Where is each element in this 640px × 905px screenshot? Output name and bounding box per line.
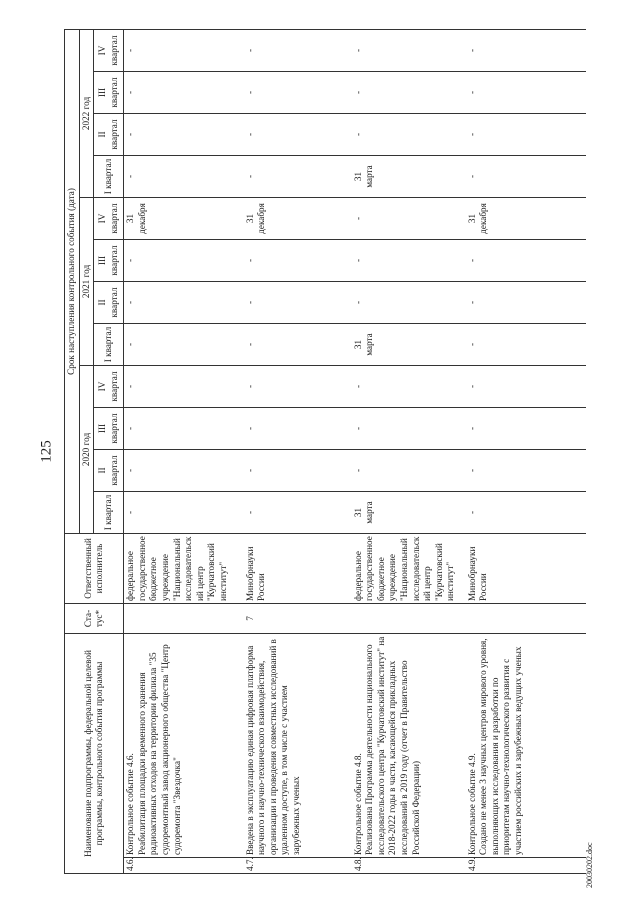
footer-file-code: 20030202.doc	[585, 842, 594, 888]
year-header: 2022 год	[79, 29, 94, 197]
deadline-cell: 31 декабря	[124, 197, 244, 239]
deadline-cell: -	[244, 449, 352, 491]
deadline-cell: -	[466, 29, 586, 71]
event-name: Контрольное событие 4.8. Реализована Программа деятельности национального исследовательского центра "Курчатовский институт" на 2018-2022 годы в части, касающейся прикладных исследований в 2019 году (отчет в Правительство Российской Федерации)	[352, 633, 466, 857]
header-executor: Ответственный исполнитель	[65, 533, 124, 603]
deadline-cell: -	[124, 239, 244, 281]
event-status	[124, 603, 244, 633]
event-executor: Минобрнауки России	[244, 533, 352, 603]
quarter-header: II квартал	[94, 281, 124, 323]
deadline-cell: -	[352, 71, 466, 113]
deadline-cell: -	[124, 407, 244, 449]
deadline-cell: -	[466, 449, 586, 491]
deadline-cell: 31 марта	[352, 491, 466, 533]
deadline-cell: -	[244, 29, 352, 71]
deadline-cell: -	[124, 281, 244, 323]
deadline-cell: -	[466, 365, 586, 407]
deadline-cell: -	[124, 449, 244, 491]
deadline-cell: -	[352, 29, 466, 71]
deadline-cell: -	[352, 449, 466, 491]
header-deadline: Срок наступления контрольного события (дата)	[65, 29, 80, 533]
control-events-table	[64, 29, 586, 874]
deadline-cell: -	[352, 197, 466, 239]
deadline-cell: -	[244, 365, 352, 407]
event-status: 7	[244, 603, 352, 633]
quarter-header: IV квартал	[94, 197, 124, 239]
deadline-cell: -	[352, 365, 466, 407]
deadline-cell: -	[466, 113, 586, 155]
deadline-cell: -	[244, 239, 352, 281]
event-status	[352, 603, 466, 633]
row-number: 4.8.	[352, 858, 466, 874]
deadline-cell: -	[466, 281, 586, 323]
row-number: 4.7.	[244, 858, 352, 874]
deadline-cell: -	[244, 113, 352, 155]
quarter-header: I квартал	[94, 323, 124, 365]
row-number: 4.6.	[124, 858, 244, 874]
quarter-header: III квартал	[94, 407, 124, 449]
rotated-table-container	[64, 30, 602, 874]
event-name: Введена в эксплуатацию единая цифровая платформа научного и научно-технического взаимодействия, организации и проведения совместных исследований в удаленном доступе, в том числе с участием зарубежных ученых	[244, 633, 352, 857]
deadline-cell: -	[244, 281, 352, 323]
deadline-cell: -	[124, 29, 244, 71]
deadline-cell: 31 марта	[352, 323, 466, 365]
deadline-cell: -	[124, 365, 244, 407]
deadline-cell: -	[244, 71, 352, 113]
header-status: Ста- тус*	[65, 603, 124, 633]
event-name: Контрольное событие 4.9. Создано не менее 3 научных центров мирового уровня, выполняющих исследования и разработки по приоритетам научно-технологического развития с участием российских и зарубежных ведущих ученых	[466, 633, 586, 857]
year-header: 2020 год	[79, 365, 94, 533]
deadline-cell: -	[124, 71, 244, 113]
quarter-header: III квартал	[94, 239, 124, 281]
event-name: Контрольное событие 4.6. Реабилитация площадки временного хранения радиоактивных отходов на территории филиала "35 судоремонтный завод акционерного общества "Центр судоремонта "Звездочка"	[124, 633, 244, 857]
event-executor: федеральное государственное бюджетное учреждение "Национальный исследовательск ий центр "Курчатовский институт"	[352, 533, 466, 603]
deadline-cell: 31 декабря	[466, 197, 586, 239]
header-name: Наименование подпрограммы, федеральной целевой программы, контрольного события программы	[65, 633, 124, 873]
event-status	[466, 603, 586, 633]
deadline-cell: -	[124, 155, 244, 197]
deadline-cell: -	[244, 323, 352, 365]
deadline-cell: -	[244, 491, 352, 533]
event-executor: Минобрнауки России	[466, 533, 586, 603]
page-number: 125	[38, 440, 55, 463]
deadline-cell: -	[352, 407, 466, 449]
deadline-cell: -	[124, 491, 244, 533]
deadline-cell: -	[352, 113, 466, 155]
quarter-header: IV квартал	[94, 365, 124, 407]
deadline-cell: -	[244, 407, 352, 449]
deadline-cell: -	[352, 239, 466, 281]
table-row	[124, 29, 244, 873]
deadline-cell: -	[352, 281, 466, 323]
table-row	[466, 29, 586, 873]
quarter-header: IV квартал	[94, 29, 124, 71]
deadline-cell: -	[466, 71, 586, 113]
table-row	[352, 29, 466, 873]
row-number: 4.9.	[466, 858, 586, 874]
year-header: 2021 год	[79, 197, 94, 365]
table-row	[244, 29, 352, 873]
quarter-header: I квартал	[94, 491, 124, 533]
quarter-header: II квартал	[94, 113, 124, 155]
deadline-cell: -	[124, 323, 244, 365]
deadline-cell: -	[244, 155, 352, 197]
deadline-cell: -	[466, 491, 586, 533]
quarter-header: I квартал	[94, 155, 124, 197]
event-executor: федеральное государственное бюджетное учреждение "Национальный исследовательск ий центр "Курчатовский институт"	[124, 533, 244, 603]
quarter-header: III квартал	[94, 71, 124, 113]
deadline-cell: -	[466, 323, 586, 365]
deadline-cell: -	[466, 239, 586, 281]
deadline-cell: -	[466, 407, 586, 449]
table-body	[65, 29, 586, 873]
deadline-cell: -	[124, 113, 244, 155]
quarter-header: II квартал	[94, 449, 124, 491]
deadline-cell: 31 декабря	[244, 197, 352, 239]
deadline-cell: -	[466, 155, 586, 197]
deadline-cell: 31 марта	[352, 155, 466, 197]
